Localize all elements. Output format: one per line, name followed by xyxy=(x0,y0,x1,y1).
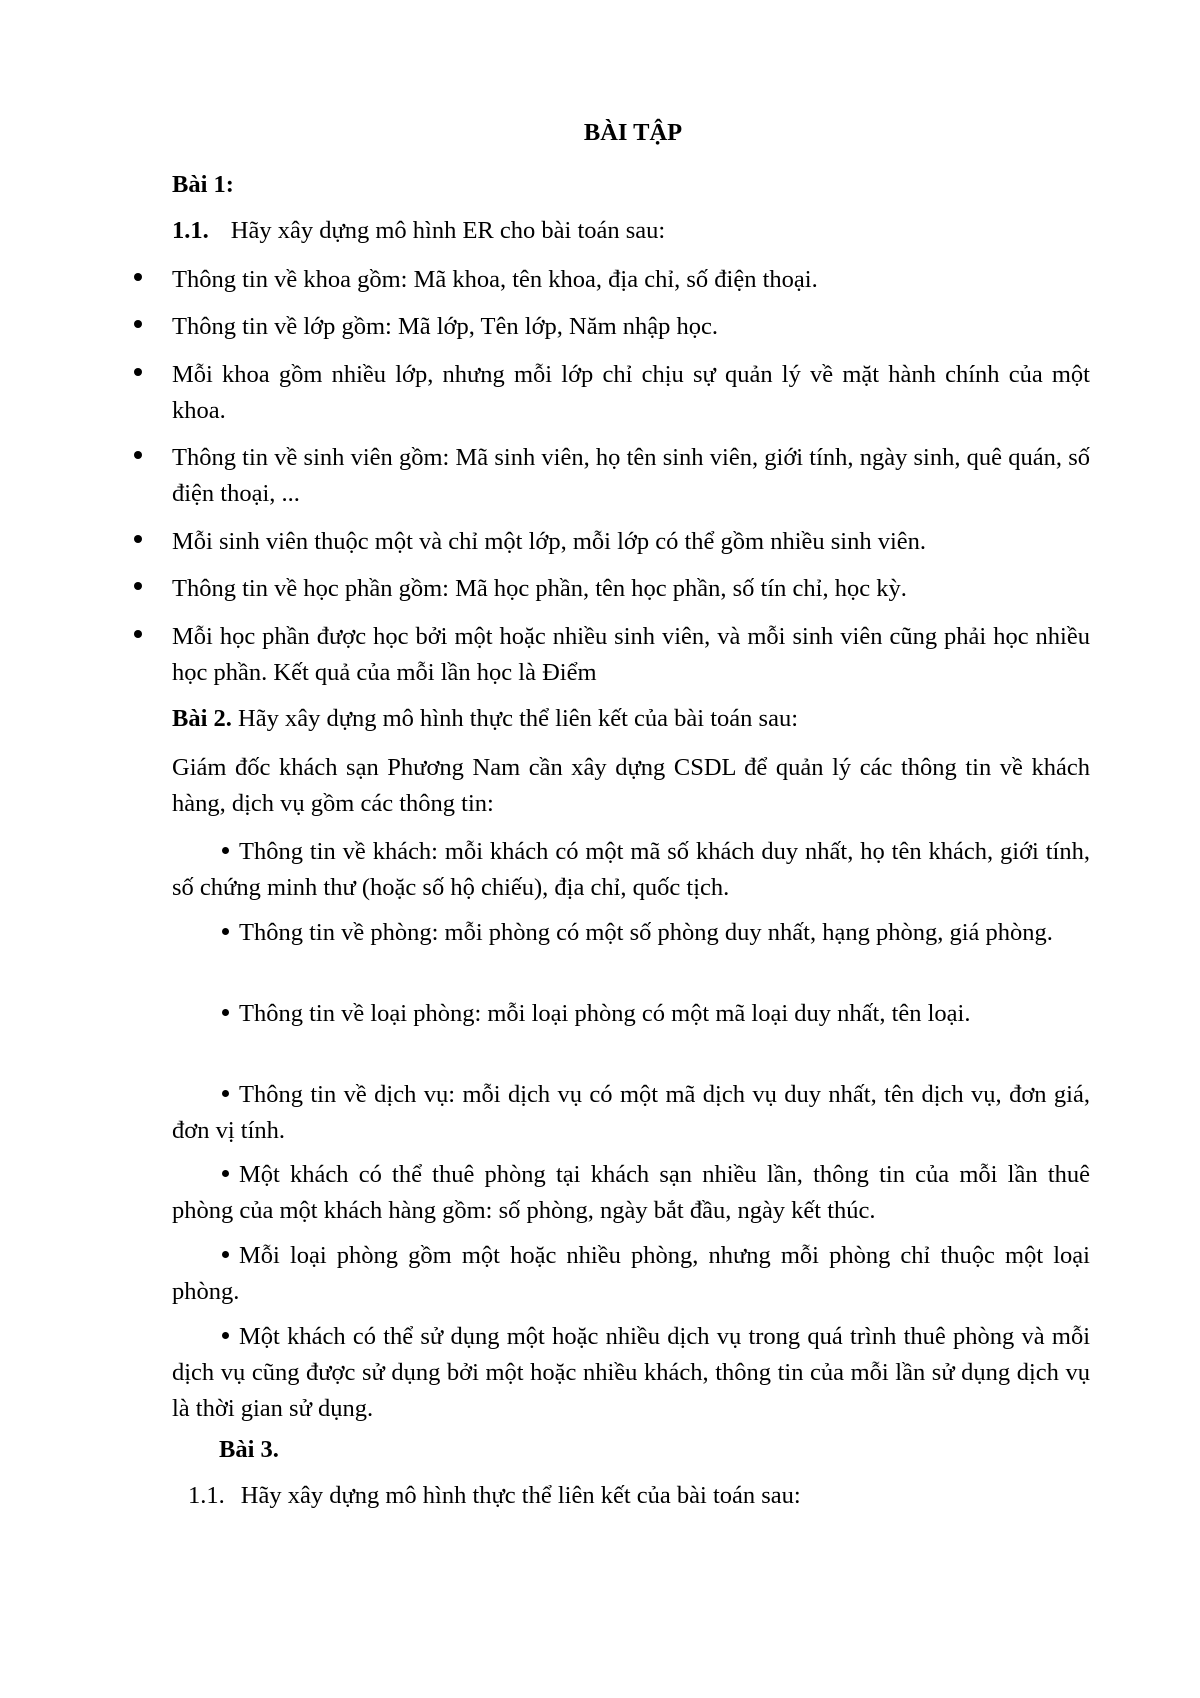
bai3-sub-number: 1.1. xyxy=(188,1482,225,1509)
page-title: BÀI TẬP xyxy=(583,119,683,146)
bullet-icon xyxy=(222,1009,229,1016)
bullet-icon xyxy=(134,368,142,376)
bai2-bullet-text: Một khách có thể sử dụng một hoặc nhiều dịch vụ trong quá trình thuê phòng và mỗi dịch vụ cũng được sử dụng bởi một hoặc nhiều khách, thông tin của mỗi lần sử dụng dịch vụ là thời gian sử dụng. xyxy=(172,1323,1090,1422)
bai2-bullet xyxy=(172,1319,1090,1427)
bai2-bullet-text: Thông tin về loại phòng: mỗi loại phòng có một mã loại duy nhất, tên loại. xyxy=(239,1000,971,1027)
bullet-icon xyxy=(222,1251,229,1258)
bai2-intro: Giám đốc khách sạn Phương Nam cần xây dựng CSDL để quản lý các thông tin về khách hàng, dịch vụ gồm các thông tin: xyxy=(172,754,1090,817)
bai1-bullet-text: Thông tin về sinh viên gồm: Mã sinh viên, họ tên sinh viên, giới tính, ngày sinh, quê quán, số điện thoại, ... xyxy=(172,444,1090,507)
bai3-subsection xyxy=(188,1481,801,1511)
bai2-bullet xyxy=(172,1238,1090,1310)
bai2-bullet-text: Một khách có thể thuê phòng tại khách sạn nhiều lần, thông tin của mỗi lần thuê phòng của một khách hàng gồm: số phòng, ngày bắt đầu, ngày kết thúc. xyxy=(172,1161,1090,1224)
bai1-subsection xyxy=(172,216,665,246)
bullet-icon xyxy=(134,535,142,543)
bullet-icon xyxy=(134,320,142,328)
bai2-bullet-text: Thông tin về phòng: mỗi phòng có một số phòng duy nhất, hạng phòng, giá phòng. xyxy=(239,919,1053,946)
bai1-sub-number: 1.1. xyxy=(172,217,209,244)
bai2-heading-text: Hãy xây dựng mô hình thực thể liên kết của bài toán sau: xyxy=(231,705,799,732)
bai2-bullet xyxy=(172,996,1090,1032)
bai2-heading-line xyxy=(172,704,798,734)
bai2-bullet xyxy=(172,834,1090,906)
bullet-icon xyxy=(134,630,142,638)
bai1-bullet-text: Thông tin về lớp gồm: Mã lớp, Tên lớp, Năm nhập học. xyxy=(172,313,719,340)
bai2-heading: Bài 2. xyxy=(172,705,232,732)
bullet-icon xyxy=(134,273,142,281)
bai3-heading: Bài 3. xyxy=(219,1436,279,1463)
bullet-icon xyxy=(222,1170,229,1177)
bai1-bullet-text: Thông tin về khoa gồm: Mã khoa, tên khoa, địa chỉ, số điện thoại. xyxy=(172,266,818,293)
bai2-bullet-text: Thông tin về dịch vụ: mỗi dịch vụ có một mã dịch vụ duy nhất, tên dịch vụ, đơn giá, đơn vị tính. xyxy=(172,1081,1090,1144)
bullet-icon xyxy=(222,1332,229,1339)
bullet-icon xyxy=(134,451,142,459)
bai1-bullet-text: Mỗi khoa gồm nhiều lớp, nhưng mỗi lớp chỉ chịu sự quản lý về mặt hành chính của một khoa. xyxy=(172,361,1090,424)
bullet-icon xyxy=(134,582,142,590)
bai1-bullet-text: Mỗi học phần được học bởi một hoặc nhiều sinh viên, và mỗi sinh viên cũng phải học nhiều học phần. Kết quả của mỗi lần học là Điểm xyxy=(172,623,1090,686)
bai1-heading: Bài 1: xyxy=(172,171,234,198)
bai1-bullet-text: Thông tin về học phần gồm: Mã học phần, tên học phần, số tín chỉ, học kỳ. xyxy=(172,575,907,602)
bai1-bullet-text: Mỗi sinh viên thuộc một và chỉ một lớp, mỗi lớp có thể gồm nhiều sinh viên. xyxy=(172,528,927,555)
bai3-sub-text: Hãy xây dựng mô hình thực thể liên kết của bài toán sau: xyxy=(240,1482,801,1509)
bai2-bullet-text: Thông tin về khách: mỗi khách có một mã số khách duy nhất, họ tên khách, giới tính, số chứng minh thư (hoặc số hộ chiếu), địa chỉ, quốc tịch. xyxy=(172,838,1090,901)
bai2-bullet xyxy=(172,1157,1090,1229)
bullet-icon xyxy=(222,847,229,854)
bai1-sub-text: Hãy xây dựng mô hình ER cho bài toán sau: xyxy=(230,217,666,244)
bullet-icon xyxy=(222,1090,229,1097)
bai2-bullet xyxy=(172,1077,1090,1149)
bai2-bullet-text: Mỗi loại phòng gồm một hoặc nhiều phòng, nhưng mỗi phòng chỉ thuộc một loại phòng. xyxy=(172,1242,1090,1305)
bai2-bullet xyxy=(172,915,1090,951)
bullet-icon xyxy=(222,928,229,935)
